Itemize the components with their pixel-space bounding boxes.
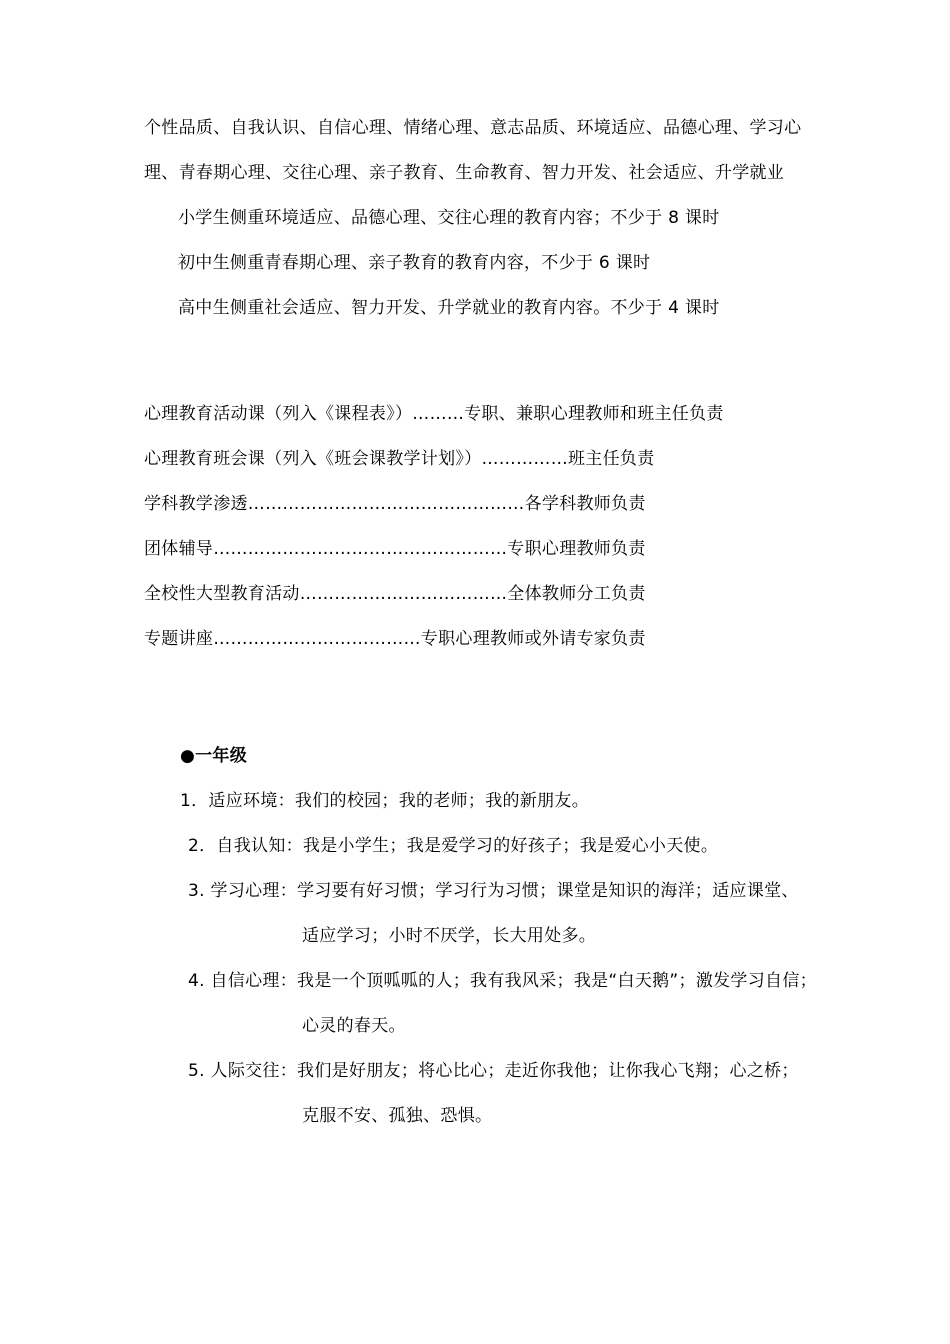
- responsibility-line: 心理教育班会课（列入《班会课教学计划》）……………班主任负责: [144, 449, 655, 469]
- topics-line-2: 理、青春期心理、交往心理、亲子教育、生命教育、智力开发、社会适应、升学就业: [144, 163, 785, 183]
- primary-school-note: 小学生侧重环境适应、品德心理、交往心理的教育内容；不少于 8 课时: [178, 208, 720, 228]
- responsibility-line: 学科教学渗透…………………………………………各学科教师负责: [144, 494, 646, 514]
- responsibility-line: 全校性大型教育活动………………………………全体教师分工负责: [144, 584, 646, 604]
- topics-line-1: 个性品质、自我认识、自信心理、情绪心理、意志品质、环境适应、品德心理、学习心: [144, 118, 802, 138]
- responsibility-line: 团体辅导……………………………………………专职心理教师负责: [144, 539, 646, 559]
- grade-item-continuation: 心灵的春天。: [302, 1016, 406, 1036]
- grade-item-continuation: 适应学习；小时不厌学，长大用处多。: [302, 926, 597, 946]
- grade-item: 1．适应环境：我们的校园；我的老师；我的新朋友。: [180, 791, 590, 811]
- grade-item: 2．自我认知：我是小学生；我是爱学习的好孩子；我是爱心小天使。: [188, 836, 719, 856]
- junior-school-note: 初中生侧重青春期心理、亲子教育的教育内容，不少于 6 课时: [178, 253, 651, 273]
- senior-school-note: 高中生侧重社会适应、智力开发、升学就业的教育内容。不少于 4 课时: [178, 298, 720, 318]
- grade-item: 3. 学习心理：学习要有好习惯；学习行为习惯；课堂是知识的海洋；适应课堂、: [188, 881, 799, 901]
- responsibility-line: 专题讲座………………………………专职心理教师或外请专家负责: [144, 629, 646, 649]
- grade-item-continuation: 克服不安、孤独、恐惧。: [302, 1106, 493, 1126]
- responsibility-line: 心理教育活动课（列入《课程表》）………专职、兼职心理教师和班主任负责: [144, 404, 724, 424]
- grade-item: 4. 自信心理：我是一个顶呱呱的人；我有我风采；我是“白天鹅”；激发学习自信；: [188, 971, 817, 991]
- grade-heading: ●一年级: [180, 746, 248, 766]
- grade-item: 5. 人际交往：我们是好朋友；将心比心；走近你我他；让你我心飞翔；心之桥；: [188, 1061, 799, 1081]
